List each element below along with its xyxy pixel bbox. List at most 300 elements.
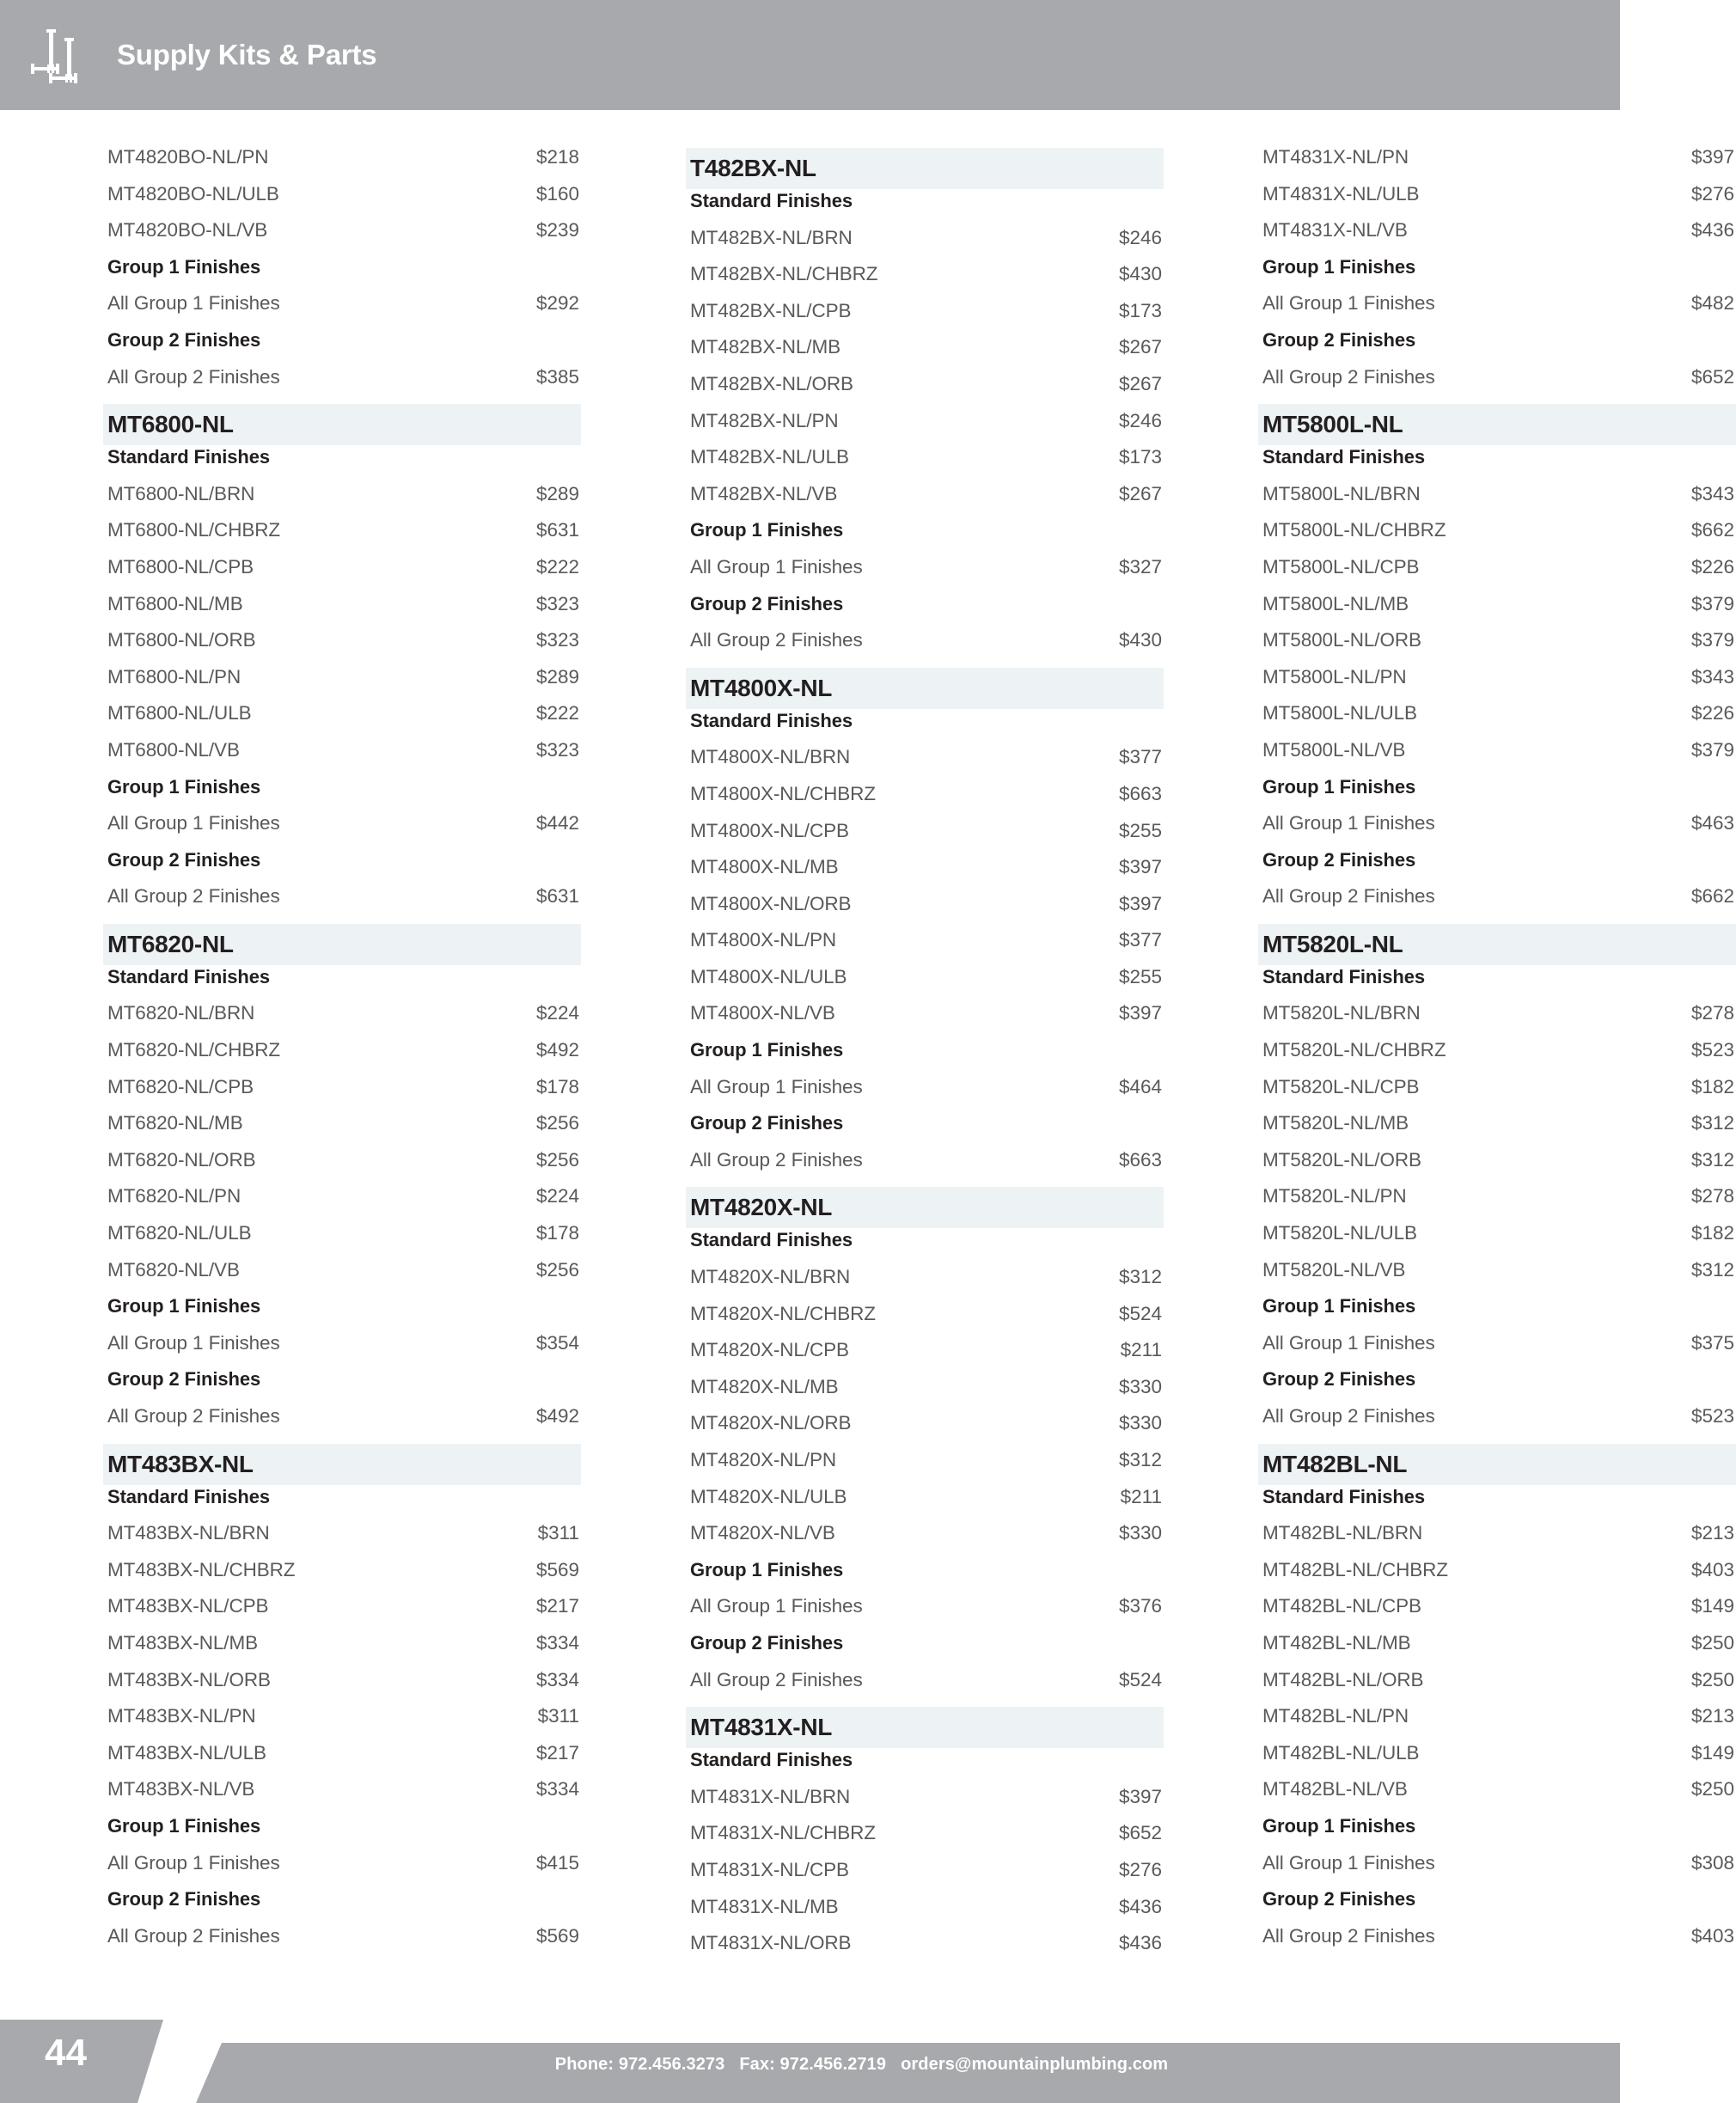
sku-label: MT6800-NL/CPB [107,555,254,578]
sku-label: MT482BL-NL/ULB [1262,1741,1420,1764]
price-value: $377 [1118,746,1162,768]
price-row [1258,219,1736,256]
subheading-label: Group 2 Finishes [1262,848,1416,871]
sku-label: MT482BL-NL/ORB [1262,1668,1424,1690]
sku-label: MT5820L-NL/CPB [1262,1075,1420,1097]
finish-group-subheading [103,329,581,366]
price-row [1258,366,1736,403]
sku-label: All Group 1 Finishes [690,1595,863,1617]
price-row [1258,1112,1736,1149]
price-value: $430 [1118,263,1162,285]
price-row [1258,593,1736,630]
finish-group-subheading [1258,1815,1736,1852]
price-row [1258,1405,1736,1442]
price-value: $267 [1118,482,1162,504]
finish-group-subheading [686,1039,1164,1076]
subheading-label: Standard Finishes [1262,965,1426,987]
sku-label: All Group 2 Finishes [1262,1924,1435,1947]
finish-group-subheading [686,190,1164,227]
price-value: $213 [1690,1522,1734,1544]
sku-label: MT482BX-NL/MB [690,336,840,358]
footer-gap-1 [724,2055,739,2074]
price-row [103,1076,581,1113]
price-row [686,1595,1164,1632]
subheading-label: Group 1 Finishes [690,1558,844,1580]
price-row [103,366,581,403]
price-value: $403 [1690,1924,1734,1947]
sku-label: MT483BX-NL/VB [107,1778,255,1800]
price-value: $224 [535,1002,579,1024]
price-value: $436 [1690,219,1734,241]
finish-group-subheading [103,1815,581,1852]
sku-label: MT5800L-NL/CHBRZ [1262,519,1446,541]
subheading-label: Standard Finishes [107,1485,271,1507]
sku-label: MT4820X-NL/BRN [690,1266,851,1288]
price-columns [0,110,1734,1994]
price-row [686,1932,1164,1969]
price-value: $149 [1690,1595,1734,1617]
model-name: T482BX-NL [690,155,816,181]
price-value: $224 [535,1185,579,1207]
model-header [686,1187,1164,1228]
price-value: $211 [1120,1485,1162,1507]
price-row [103,1259,581,1296]
price-value: $308 [1690,1851,1734,1874]
subheading-label: Standard Finishes [690,1229,853,1251]
subheading-label: Group 1 Finishes [107,1295,261,1317]
model-header [1258,1444,1736,1485]
price-row [1258,1332,1736,1369]
sku-label: MT483BX-NL/MB [107,1631,258,1654]
sku-label: MT4800X-NL/ORB [690,892,852,914]
price-row [103,812,581,849]
sku-label: MT4800X-NL/CHBRZ [690,782,876,804]
sku-label: MT4800X-NL/MB [690,856,839,878]
sku-label: All Group 2 Finishes [107,1924,280,1947]
price-value: $524 [1118,1302,1162,1324]
finish-group-subheading [1258,1368,1736,1405]
price-row [686,556,1164,593]
sku-label: MT4800X-NL/VB [690,1002,835,1024]
price-row [1258,629,1736,666]
model-header [1258,404,1736,445]
finish-group-subheading [103,256,581,293]
sku-label: MT4800X-NL/ULB [690,965,847,987]
price-column-3 [1258,146,1736,1994]
price-column-2 [686,146,1164,1994]
model-name: MT6800-NL [107,411,234,438]
sku-label: MT4831X-NL/VB [1262,219,1408,241]
price-row [103,629,581,666]
price-row [1258,666,1736,703]
price-value: $289 [535,665,579,688]
sku-label: MT4831X-NL/ORB [690,1932,852,1954]
sku-label: MT5800L-NL/BRN [1262,482,1421,504]
price-value: $376 [1118,1595,1162,1617]
price-row [103,219,581,256]
price-row [686,929,1164,966]
price-value: $662 [1690,519,1734,541]
finish-group-subheading [1258,849,1736,886]
price-value: $312 [1118,1449,1162,1470]
price-row [1258,183,1736,220]
price-value: $397 [1690,146,1734,168]
sku-label: MT482BL-NL/CHBRZ [1262,1558,1448,1580]
price-row [686,1303,1164,1340]
price-row [103,556,581,593]
sku-label: All Group 1 Finishes [107,1851,280,1874]
finish-group-subheading [1258,256,1736,293]
price-value: $323 [535,592,579,614]
price-row [1258,1742,1736,1779]
price-value: $211 [1120,1339,1162,1361]
subheading-label: Group 2 Finishes [107,848,261,871]
footer-contact-info [0,2055,1620,2075]
price-value: $267 [1118,336,1162,358]
sku-label: All Group 1 Finishes [1262,812,1435,834]
subheading-label: Standard Finishes [690,709,853,731]
sku-label: All Group 1 Finishes [107,812,280,834]
model-name: MT6820-NL [107,930,234,957]
price-value: $182 [1690,1075,1734,1097]
finish-group-subheading [1258,966,1736,1003]
subheading-label: Group 2 Finishes [690,1631,844,1654]
sku-label: MT482BX-NL/BRN [690,226,853,248]
price-row [1258,1522,1736,1559]
price-row [103,1778,581,1815]
price-row [1258,1185,1736,1222]
price-value: $523 [1690,1405,1734,1427]
sku-label: MT482BL-NL/CPB [1262,1595,1421,1617]
price-row [686,300,1164,337]
sku-label: MT4831X-NL/ULB [1262,182,1420,205]
price-value: $250 [1690,1778,1734,1800]
price-row [1258,519,1736,556]
price-row [686,1822,1164,1859]
sku-label: MT6800-NL/BRN [107,482,255,504]
sku-label: MT5800L-NL/ULB [1262,702,1417,724]
price-row [103,183,581,220]
sku-label: MT482BL-NL/BRN [1262,1522,1423,1544]
price-value: $334 [535,1668,579,1690]
price-value: $239 [535,219,579,241]
price-value: $182 [1690,1222,1734,1244]
subheading-label: Standard Finishes [1262,1485,1426,1507]
price-row [1258,1076,1736,1113]
price-row [1258,1002,1736,1039]
price-row [686,629,1164,666]
finish-group-subheading [1258,776,1736,813]
price-value: $523 [1690,1039,1734,1061]
model-name: MT4800X-NL [690,674,833,701]
price-row [1258,483,1736,520]
price-row [103,1705,581,1742]
price-row [1258,1559,1736,1596]
supply-kit-valve-icon [29,24,95,86]
price-row [1258,1632,1736,1669]
footer-gap-2 [886,2055,901,2074]
price-value: $415 [535,1851,579,1874]
price-value: $397 [1118,856,1162,878]
model-name: MT482BL-NL [1262,1450,1408,1477]
subheading-label: Group 2 Finishes [690,592,844,614]
subheading-label: Group 2 Finishes [107,328,261,351]
subheading-label: Standard Finishes [690,190,853,211]
subheading-label: Group 2 Finishes [1262,328,1416,351]
price-value: $222 [535,555,579,578]
price-value: $256 [535,1148,579,1171]
price-value: $255 [1118,819,1162,841]
price-value: $289 [535,482,579,504]
sku-label: MT4831X-NL/BRN [690,1785,851,1807]
sku-label: MT6820-NL/VB [107,1258,240,1281]
sku-label: MT482BX-NL/CHBRZ [690,263,878,285]
price-value: $276 [1118,1858,1162,1880]
sku-label: MT5800L-NL/ORB [1262,629,1421,651]
sku-label: MT6820-NL/ULB [107,1222,252,1244]
model-header [686,1707,1164,1748]
price-value: $330 [1118,1375,1162,1397]
sku-label: MT6800-NL/VB [107,738,240,761]
sku-label: MT483BX-NL/BRN [107,1522,270,1544]
sku-label: MT483BX-NL/ULB [107,1741,266,1764]
sku-label: MT482BX-NL/PN [690,409,839,431]
price-row [1258,1595,1736,1632]
subheading-label: Group 1 Finishes [1262,1814,1416,1837]
sku-label: MT483BX-NL/ORB [107,1668,271,1690]
price-row [686,1339,1164,1376]
footer-fax: Fax: 972.456.2719 [739,2055,887,2074]
subheading-label: Group 2 Finishes [107,1888,261,1910]
sku-label: All Group 1 Finishes [1262,1331,1435,1354]
price-row [686,1149,1164,1186]
subheading-label: Group 2 Finishes [1262,1888,1416,1910]
price-row [103,1742,581,1779]
price-row [686,783,1164,820]
price-value: $311 [537,1705,579,1727]
price-row [686,1412,1164,1449]
price-row [103,1669,581,1706]
price-value: $330 [1118,1522,1162,1544]
page-number: 44 [45,2032,87,2074]
price-value: $330 [1118,1412,1162,1434]
price-value: $482 [1690,292,1734,315]
sku-label: All Group 1 Finishes [690,1075,863,1097]
finish-group-subheading [103,1295,581,1332]
price-value: $160 [535,182,579,205]
sku-label: MT4820BO-NL/ULB [107,182,279,205]
subheading-label: Group 1 Finishes [1262,775,1416,798]
price-value: $492 [535,1405,579,1427]
model-header [686,148,1164,189]
sku-label: MT4820X-NL/PN [690,1449,837,1470]
sku-label: MT482BX-NL/ULB [690,446,849,468]
price-value: $226 [1690,702,1734,724]
price-row [103,292,581,329]
price-row [686,1376,1164,1413]
price-value: $256 [535,1112,579,1134]
price-row [103,1222,581,1259]
finish-group-subheading [686,710,1164,747]
sku-label: MT4820X-NL/MB [690,1375,839,1397]
sku-label: MT483BX-NL/PN [107,1705,256,1727]
finish-group-subheading [103,1888,581,1925]
price-row [103,1559,581,1596]
price-value: $213 [1690,1705,1734,1727]
model-header [103,404,581,445]
price-row [1258,1149,1736,1186]
price-row [103,666,581,703]
price-value: $246 [1118,226,1162,248]
price-value: $652 [1690,365,1734,388]
sku-label: MT4831X-NL/CHBRZ [690,1822,876,1844]
sku-label: MT6800-NL/ULB [107,702,252,724]
subheading-label: Group 1 Finishes [690,519,844,541]
sku-label: All Group 1 Finishes [107,1331,280,1354]
finish-group-subheading [686,1229,1164,1266]
price-row [686,373,1164,410]
price-value: $250 [1690,1668,1734,1690]
sku-label: All Group 2 Finishes [1262,365,1435,388]
price-value: $246 [1118,409,1162,431]
sku-label: MT6800-NL/ORB [107,629,256,651]
finish-group-subheading [1258,446,1736,483]
price-row [103,146,581,183]
price-row [686,1076,1164,1113]
page-footer [0,1994,1620,2103]
subheading-label: Standard Finishes [690,1749,853,1771]
price-row [103,483,581,520]
price-row [103,1852,581,1889]
sku-label: MT4820X-NL/CPB [690,1339,849,1361]
price-row [686,1002,1164,1039]
price-value: $312 [1118,1266,1162,1288]
price-value: $334 [535,1778,579,1800]
price-row [686,1896,1164,1933]
sku-label: MT5820L-NL/VB [1262,1258,1406,1281]
price-value: $323 [535,629,579,651]
price-value: $278 [1690,1185,1734,1207]
sku-label: MT6820-NL/BRN [107,1002,255,1024]
finish-group-subheading [686,1559,1164,1596]
price-value: $403 [1690,1558,1734,1580]
sku-label: MT482BX-NL/VB [690,482,838,504]
sku-label: All Group 1 Finishes [107,292,280,315]
price-row [686,446,1164,483]
price-row [1258,812,1736,849]
price-value: $377 [1118,929,1162,951]
price-value: $397 [1118,1785,1162,1807]
price-value: $524 [1118,1668,1162,1690]
price-value: $343 [1690,665,1734,688]
finish-group-subheading [1258,1486,1736,1523]
sku-label: MT5800L-NL/PN [1262,665,1407,688]
price-value: $178 [535,1075,579,1097]
price-row [1258,292,1736,329]
price-row [103,1112,581,1149]
price-value: $430 [1118,629,1162,651]
sku-label: MT5820L-NL/CHBRZ [1262,1039,1446,1061]
subheading-label: Group 2 Finishes [690,1112,844,1134]
price-row [1258,1778,1736,1815]
price-row [1258,1705,1736,1742]
price-value: $267 [1118,372,1162,394]
finish-group-subheading [103,1368,581,1405]
price-value: $312 [1690,1258,1734,1281]
sku-label: MT4831X-NL/CPB [690,1858,849,1880]
subheading-label: Group 1 Finishes [1262,1295,1416,1317]
sku-label: MT4820BO-NL/VB [107,219,268,241]
price-value: $375 [1690,1331,1734,1354]
price-value: $569 [535,1924,579,1947]
footer-phone: Phone: 972.456.3273 [554,2055,725,2074]
price-row [686,1859,1164,1896]
finish-group-subheading [686,593,1164,630]
sku-label: MT4820X-NL/CHBRZ [690,1302,876,1324]
price-value: $312 [1690,1112,1734,1134]
subheading-label: Group 1 Finishes [107,1814,261,1837]
finish-group-subheading [1258,1295,1736,1332]
sku-label: All Group 2 Finishes [1262,1405,1435,1427]
price-value: $327 [1118,555,1162,578]
price-value: $323 [535,738,579,761]
sku-label: MT5800L-NL/MB [1262,592,1409,614]
finish-group-subheading [686,1632,1164,1669]
price-value: $379 [1690,738,1734,761]
price-value: $222 [535,702,579,724]
finish-group-subheading [103,966,581,1003]
price-row [1258,1669,1736,1706]
sku-label: MT6820-NL/ORB [107,1148,256,1171]
price-value: $652 [1118,1822,1162,1844]
sku-label: MT483BX-NL/CHBRZ [107,1558,296,1580]
price-row [686,1786,1164,1823]
price-row [1258,739,1736,776]
sku-label: MT5820L-NL/ULB [1262,1222,1417,1244]
price-row [686,483,1164,520]
price-row [103,1149,581,1186]
sku-label: All Group 1 Finishes [690,555,863,578]
sku-label: MT4820X-NL/VB [690,1522,835,1544]
subheading-label: Standard Finishes [107,446,271,468]
price-row [103,519,581,556]
price-value: $178 [535,1222,579,1244]
finish-group-subheading [103,446,581,483]
price-value: $276 [1690,182,1734,205]
sku-label: MT482BL-NL/PN [1262,1705,1409,1727]
subheading-label: Group 1 Finishes [1262,255,1416,278]
model-header [103,1444,581,1485]
price-value: $663 [1118,782,1162,804]
price-row [686,227,1164,264]
price-value: $250 [1690,1631,1734,1654]
price-row [103,1185,581,1222]
price-row [1258,146,1736,183]
sku-label: MT6820-NL/CPB [107,1075,254,1097]
price-column-1 [103,146,581,1994]
price-row [103,1039,581,1076]
price-row [103,1925,581,1962]
price-row [686,1669,1164,1706]
sku-label: MT5820L-NL/MB [1262,1112,1409,1134]
price-value: $631 [535,519,579,541]
price-value: $149 [1690,1741,1734,1764]
finish-group-subheading [686,519,1164,556]
sku-label: MT4831X-NL/PN [1262,146,1409,168]
price-value: $397 [1118,892,1162,914]
price-value: $569 [535,1558,579,1580]
price-value: $256 [535,1258,579,1281]
